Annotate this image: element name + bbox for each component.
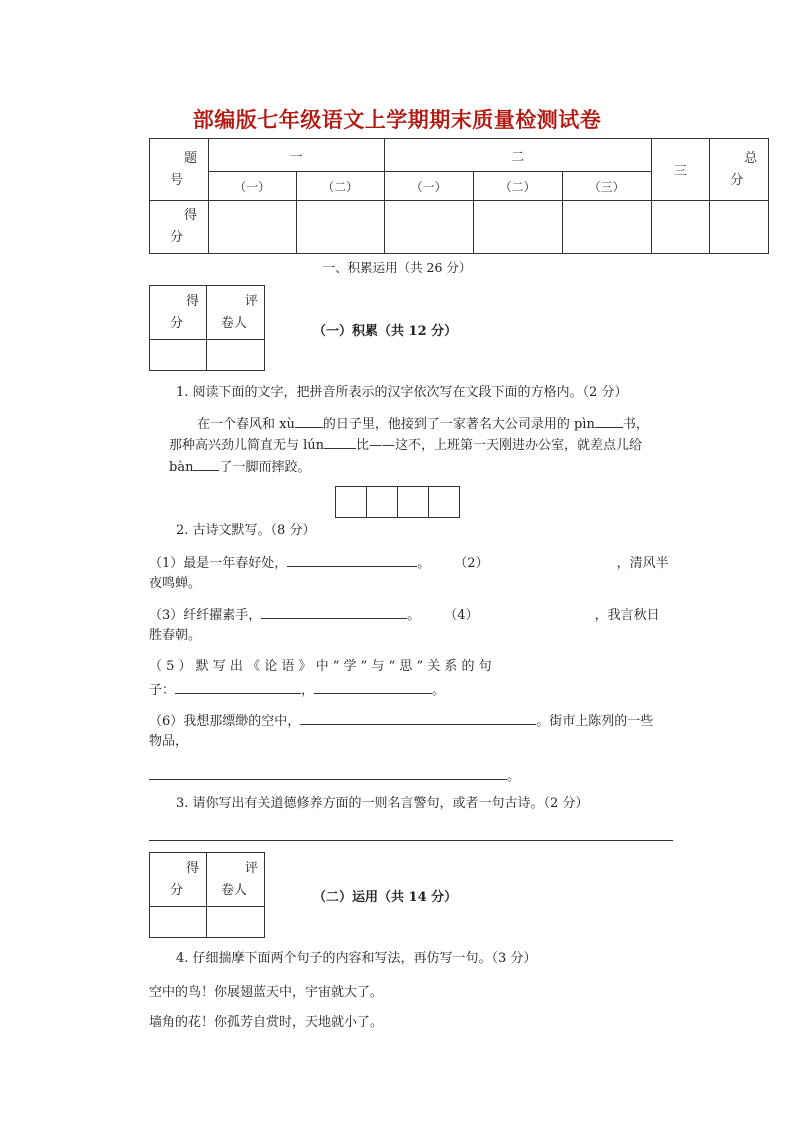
part2-title: （二）运用（共 14 分） bbox=[313, 890, 458, 905]
q4-line2: 墙角的花！你孤芳自赏时，天地就小了。 bbox=[149, 1015, 384, 1030]
col-one-header: 一 bbox=[208, 139, 384, 172]
answer-boxes bbox=[335, 486, 459, 518]
part1-title: （一）积累（共 12 分） bbox=[313, 324, 458, 339]
page-title: 部编版七年级语文上学期期末质量检测试卷 bbox=[192, 108, 602, 132]
col-total-header: 总 分 bbox=[710, 139, 769, 201]
score-input-total[interactable] bbox=[710, 201, 769, 254]
score-input-3[interactable] bbox=[384, 201, 473, 254]
blank-q2-5a[interactable] bbox=[175, 678, 301, 694]
score-input-4[interactable] bbox=[473, 201, 562, 254]
blank-lun[interactable] bbox=[324, 433, 356, 449]
q2-item5: （ 5 ） 默 写 出 《 论 语 》 中 “ 学 ” 与 “ 思 ” 关 系 的 句 bbox=[149, 659, 492, 674]
score-input-6[interactable] bbox=[651, 201, 710, 254]
q3-answer-line[interactable] bbox=[149, 840, 673, 841]
sub-one-1: （一） bbox=[208, 172, 296, 201]
blank-q2-5b[interactable] bbox=[314, 678, 432, 694]
q4-line1: 空中的鸟！你展翅蓝天中，宇宙就大了。 bbox=[149, 985, 384, 1000]
blank-ban[interactable] bbox=[193, 455, 219, 471]
blank-q2-6a[interactable] bbox=[300, 709, 536, 725]
grader-name-input-1[interactable] bbox=[206, 340, 264, 371]
q4-stem: 4. 仔细揣摩下面两个句子的内容和写法，再仿写一句。（3 分） bbox=[176, 951, 537, 966]
q2-stem: 2. 古诗文默写。（8 分） bbox=[176, 523, 316, 538]
score-input-5[interactable] bbox=[562, 201, 651, 254]
q2-item6-cont: 物品， bbox=[149, 734, 189, 749]
q2-item6-blank-line: 。 bbox=[149, 764, 520, 788]
answer-box-2[interactable] bbox=[366, 486, 398, 518]
q2-item3: （3）纤纤擢素手， 。 （4） ，我言秋日 bbox=[149, 603, 660, 627]
score-input-1[interactable] bbox=[208, 201, 296, 254]
blank-q2-6b[interactable] bbox=[149, 764, 507, 780]
blank-xu[interactable] bbox=[295, 412, 323, 428]
grader-score-input-1[interactable] bbox=[150, 340, 207, 371]
defen-cell: 得 分 bbox=[150, 201, 209, 254]
blank-q2-3[interactable] bbox=[261, 603, 407, 619]
q1-line3: bàn 了一脚而摔跤。 bbox=[169, 455, 310, 479]
q2-item3-cont: 胜春朝。 bbox=[149, 628, 202, 643]
answer-box-1[interactable] bbox=[335, 486, 367, 518]
score-input-2[interactable] bbox=[296, 201, 384, 254]
col-three-header: 三 bbox=[651, 139, 710, 201]
blank-pin[interactable] bbox=[595, 412, 623, 428]
sub-two-2: （二） bbox=[473, 172, 562, 201]
q2-item1: （1）最是一年春好处， 。 （2） ，清风半 bbox=[149, 551, 669, 575]
q1-line1: 在一个春风和 xù 的日子里，他接到了一家著名大公司录用的 pìn 书， bbox=[197, 412, 649, 436]
q2-item6: （6）我想那缥缈的空中， 。街市上陈列的一些 bbox=[149, 709, 653, 733]
blank-q2-1[interactable] bbox=[287, 551, 417, 567]
score-table bbox=[149, 138, 769, 254]
grader-score-input-2[interactable] bbox=[150, 907, 207, 938]
grader-name-input-2[interactable] bbox=[206, 907, 264, 938]
tihao-cell: 题 号 bbox=[150, 139, 209, 201]
q3-stem: 3. 请你写出有关道德修养方面的一则名言警句，或者一句古诗。（2 分） bbox=[176, 796, 589, 811]
sub-two-3: （三） bbox=[562, 172, 651, 201]
grader-box-1: 得 分 评 卷人 bbox=[149, 285, 265, 371]
section-heading-1: 一、积累运用（共 26 分） bbox=[322, 260, 472, 275]
q2-item1-cont: 夜鸣蝉。 bbox=[149, 576, 202, 591]
sub-two-1: （一） bbox=[384, 172, 473, 201]
answer-box-4[interactable] bbox=[428, 486, 460, 518]
sub-one-2: （二） bbox=[296, 172, 384, 201]
q1-line2: 那种高兴劲儿简直无与 lún 比——这不，上班第一天刚进办公室，就差点儿给 bbox=[169, 433, 642, 457]
answer-box-3[interactable] bbox=[397, 486, 429, 518]
q2-item5-cont: 子： ， 。 bbox=[149, 678, 445, 702]
q1-stem: 1. 阅读下面的文字，把拼音所表示的汉字依次写在文段下面的方格内。（2 分） bbox=[176, 385, 628, 400]
grader-box-2: 得 分 评 卷人 bbox=[149, 852, 265, 938]
col-two-header: 二 bbox=[384, 139, 651, 172]
